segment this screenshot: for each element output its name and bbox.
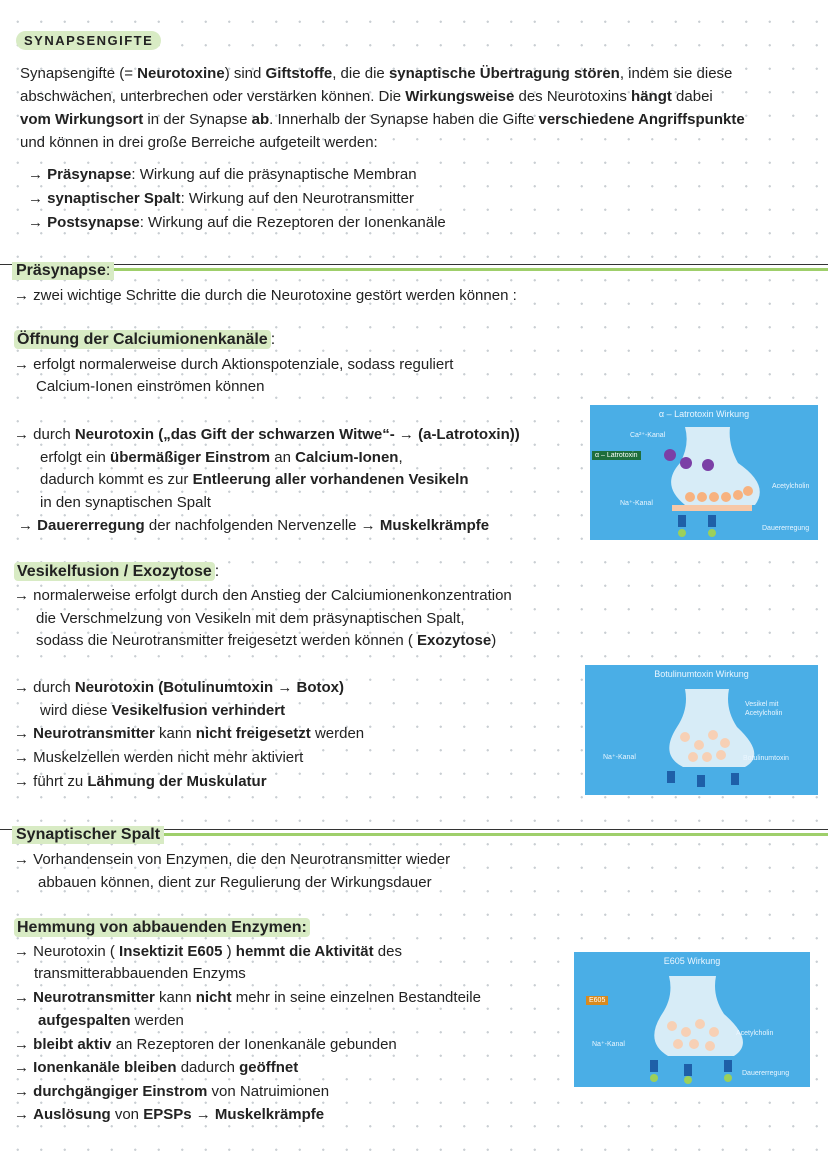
section-heading-spalt: Synaptischer Spalt — [12, 826, 164, 844]
enzym-line-2: transmitterabbauenden Enzyms — [34, 965, 246, 982]
botulinum-label: Botulinumtoxin — [743, 755, 789, 762]
synapse-illustration — [574, 952, 810, 1087]
overview-item-postsynapse: → Postsynapse: Wirkung auf die Rezeptoren der Ionenkanäle — [28, 214, 446, 231]
prae-intro: → zwei wichtige Schritte die durch die Neurotoxine gestört werden können : — [14, 287, 517, 304]
synapse-illustration — [590, 405, 818, 540]
overview-item-spalt: → synaptischer Spalt: Wirkung auf den Neurotransmitter — [28, 190, 414, 207]
dauererregung-label: Dauererregung — [742, 1070, 790, 1077]
enzym-line-6: → Ionenkanäle bleiben dadurch geöffnet — [14, 1059, 299, 1076]
spalt-line-1: → Vorhandensein von Enzymen, die den Neurotransmitter wieder — [14, 851, 451, 868]
latro-line-2: erfolgt ein übermäßiger Einstrom an Calcium-Ionen, — [40, 449, 403, 466]
dauererregung-label: Dauererregung — [762, 525, 810, 532]
subheading-calcium: Öffnung der Calciumionenkanäle : — [14, 330, 275, 350]
latro-line-1: → durch Neurotoxin („das Gift der schwarzen Witwe“- → (a-Latrotoxin)) — [14, 426, 520, 443]
subheading-enzym: Hemmung von abbauenden Enzymen: — [14, 918, 310, 938]
na-channel-label: Na⁺-Kanal — [592, 1041, 625, 1048]
calcium-line-1: → erfolgt normalerweise durch Aktionspotenziale, sodass reguliert — [14, 356, 454, 373]
latrotoxin-tag: α – Latrotoxin — [592, 451, 641, 460]
botulinum-diagram — [585, 665, 818, 795]
diagram-title: Botulinumtoxin Wirkung — [654, 669, 749, 679]
subheading-vesikel: Vesikelfusion / Exozytose : — [14, 562, 219, 582]
acetylcholin-label: Acetylcholin — [736, 1030, 774, 1037]
diagram-title: E605 Wirkung — [663, 956, 721, 966]
synapse-illustration — [585, 665, 818, 795]
vesikel-line-3: sodass die Neurotransmitter freigesetzt werden können ( Exozytose) — [36, 632, 497, 649]
enzym-line-3: → Neurotransmitter kann nicht mehr in seine einzelnen Bestandteile — [14, 989, 481, 1006]
section-divider-accent — [110, 268, 828, 271]
intro-line-1: Synapsengifte (= Neurotoxine) sind Giftstoffe, die die synaptische Übertragung stören, indem sie diese — [20, 65, 733, 82]
e605-tag: E605 — [586, 996, 608, 1005]
spalt-line-2: abbauen können, dient zur Regulierung der Wirkungsdauer — [38, 874, 432, 891]
na-channel-label: Na⁺-Kanal — [620, 500, 653, 507]
section-divider-accent — [160, 833, 828, 836]
acetylcholin-label: Acetylcholin — [772, 483, 810, 490]
enzym-line-4: aufgespalten werden — [38, 1012, 184, 1029]
botox-line-1: → durch Neurotoxin (Botulinumtoxin → Botox) — [14, 679, 344, 696]
botox-line-3: → Neurotransmitter kann nicht freigesetzt werden — [14, 725, 365, 742]
section-heading-praesynapse: Präsynapse: — [12, 262, 114, 280]
latro-line-3: dadurch kommt es zur Entleerung aller vorhandenen Vesikeln — [40, 471, 469, 488]
intro-line-2: abschwächen, unterbrechen oder verstärken können. Die Wirkungsweise des Neurotoxins hängt dabei — [20, 88, 713, 105]
vesikel-line-2: die Verschmelzung von Vesikeln mit dem präsynaptischen Spalt, — [36, 610, 465, 627]
vesikel-label: Vesikel mit — [745, 701, 779, 708]
latrotoxin-diagram — [590, 405, 818, 540]
vesikel-label-2: Acetylcholin — [745, 710, 783, 717]
calcium-line-2: Calcium-Ionen einströmen können — [36, 378, 265, 395]
botox-line-4: → Muskelzellen werden nicht mehr aktiviert — [14, 749, 304, 766]
botox-line-5: → führt zu Lähmung der Muskulatur — [14, 773, 267, 790]
vesikel-line-1: → normalerweise erfolgt durch den Anstieg der Calciumionenkonzentration — [14, 587, 512, 604]
overview-item-praesynapse: → Präsynapse: Wirkung auf die präsynaptische Membran — [28, 166, 417, 183]
section-divider — [0, 264, 828, 265]
botox-line-2: wird diese Vesikelfusion verhindert — [40, 702, 286, 719]
latro-line-4: in den synaptischen Spalt — [40, 494, 211, 511]
enzym-line-1: → Neurotoxin ( Insektizit E605 ) hemmt die Aktivität des — [14, 943, 402, 960]
enzym-line-5: → bleibt aktiv an Rezeptoren der Ionenkanäle gebunden — [14, 1036, 397, 1053]
enzym-line-8: → Auslösung von EPSPs → Muskelkrämpfe — [14, 1106, 325, 1123]
page-title: SYNAPSENGIFTE — [16, 32, 161, 50]
enzym-line-7: → durchgängiger Einstrom von Natruimionen — [14, 1083, 330, 1100]
na-channel-label: Na⁺-Kanal — [603, 754, 636, 761]
latro-line-5: → Dauererregung der nachfolgenden Nervenzelle → Muskelkrämpfe — [18, 517, 490, 534]
intro-line-4: und können in drei große Berreiche aufgeteilt werden: — [20, 134, 378, 151]
diagram-title: α – Latrotoxin Wirkung — [658, 409, 750, 419]
intro-line-3: vom Wirkungsort in der Synapse ab. Innerhalb der Synapse haben die Gifte verschiedene Angriffspunkte — [20, 111, 745, 128]
e605-diagram — [574, 952, 810, 1087]
ca-channel-label: Ca²⁺-Kanal — [630, 432, 666, 439]
